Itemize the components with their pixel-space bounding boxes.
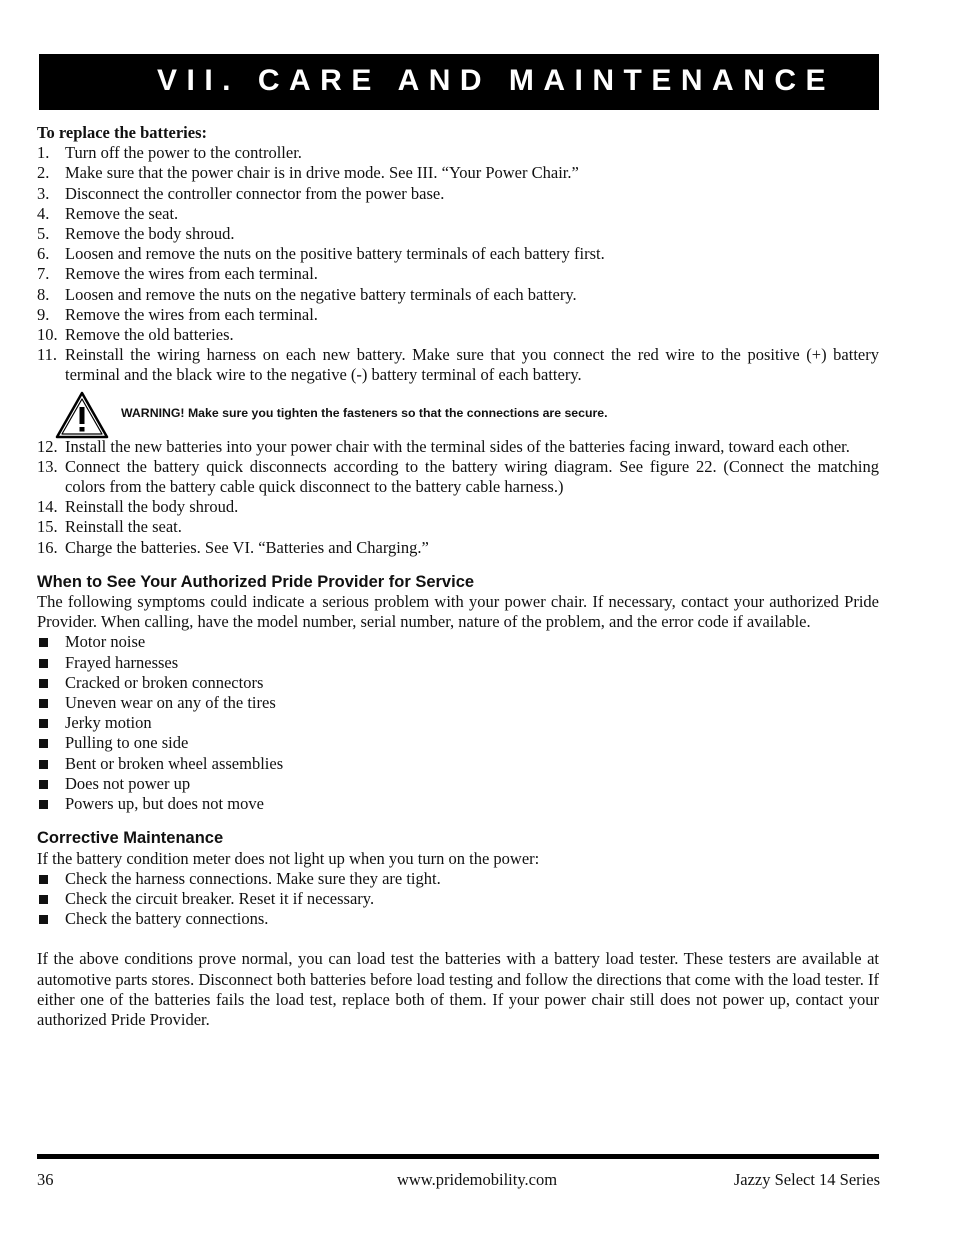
step-number: 4.: [37, 203, 50, 223]
bullet-text: Check the circuit breaker. Reset it if necessary.: [65, 888, 375, 908]
bullet-text: Check the harness connections. Make sure they are tight.: [65, 868, 441, 888]
step-item: [37, 143, 879, 163]
bullet-text: Does not power up: [65, 773, 191, 793]
symptom-list: [37, 632, 879, 814]
battery-steps-lead: To replace the batteries:: [37, 123, 208, 142]
bullet-text: Bent or broken wheel assemblies: [65, 753, 284, 773]
step-number: 15.: [37, 517, 58, 537]
bullet-item: [37, 794, 879, 814]
square-bullet-icon: [39, 679, 48, 688]
step-number: 11.: [37, 345, 58, 365]
step-text: Remove the old batteries.: [65, 325, 234, 345]
check-list: [37, 869, 879, 930]
bullet-item: [37, 653, 879, 673]
service-intro: The following symptoms could indicate a serious problem with your power chair. If necessary, contact your authorized Pride Provider. When calling, have the model number, serial number, nature of the problem, and the error code if available.: [37, 592, 879, 632]
warning-triangle-icon: [55, 391, 109, 439]
square-bullet-icon: [39, 699, 48, 708]
step-text: Loosen and remove the nuts on the negative battery terminals of each battery.: [65, 284, 577, 304]
step-item: [37, 163, 879, 183]
bullet-text: Pulling to one side: [65, 733, 189, 753]
step-text: Remove the seat.: [65, 203, 179, 223]
bullet-text: Motor noise: [65, 632, 146, 652]
square-bullet-icon: [39, 760, 48, 769]
step-text: Reinstall the seat.: [65, 517, 182, 537]
bullet-text: Frayed harnesses: [65, 652, 179, 672]
step-text: Make sure that the power chair is in drive mode. See III. “Your Power Chair.”: [65, 163, 579, 183]
square-bullet-icon: [39, 638, 48, 647]
bullet-text: Check the battery connections.: [65, 909, 269, 929]
step-item: [37, 517, 879, 537]
step-number: 12.: [37, 436, 58, 456]
footer-website: www.pridemobility.com: [396, 1170, 558, 1189]
square-bullet-icon: [39, 915, 48, 924]
corrective-heading: Corrective Maintenance: [37, 829, 224, 848]
chapter-title: VII. CARE AND MAINTENANCE: [157, 64, 836, 97]
step-text: Disconnect the controller connector from the power base.: [65, 183, 445, 203]
service-heading: When to See Your Authorized Pride Provider for Service: [37, 572, 475, 591]
step-item: [37, 345, 879, 385]
step-item: [37, 497, 879, 517]
chapter-banner: [39, 54, 879, 110]
bullet-item: [37, 632, 879, 652]
step-number: 6.: [37, 244, 50, 264]
footer-product: Jazzy Select 14 Series: [733, 1170, 880, 1189]
step-text: Charge the batteries. See VI. “Batteries and Charging.”: [65, 537, 429, 557]
square-bullet-icon: [39, 875, 48, 884]
step-item: [37, 204, 879, 224]
step-text: Reinstall the body shroud.: [65, 497, 239, 517]
bullet-text: Jerky motion: [65, 713, 152, 733]
step-item: [37, 184, 879, 204]
step-item: [37, 264, 879, 284]
bullet-item: [37, 673, 879, 693]
corrective-intro: If the battery condition meter does not light up when you turn on the power:: [37, 848, 540, 868]
bullet-item: [37, 889, 879, 909]
square-bullet-icon: [39, 800, 48, 809]
step-text: Turn off the power to the controller.: [65, 143, 302, 163]
page-content: [37, 123, 879, 1030]
step-number: 7.: [37, 264, 50, 284]
step-number: 5.: [37, 224, 50, 244]
step-item: [37, 305, 879, 325]
step-text: Loosen and remove the nuts on the positive battery terminals of each battery first.: [65, 244, 605, 264]
step-item: [37, 457, 879, 497]
bullet-item: [37, 754, 879, 774]
step-item: [37, 325, 879, 345]
footer-rule: [37, 1154, 879, 1159]
square-bullet-icon: [39, 895, 48, 904]
corrective-closing: If the above conditions prove normal, you can load test the batteries with a battery load tester. These testers are available at automotive parts stores. Disconnect both batteries before load testing and follow the directions that come with the load tester. If either one of the batteries fails the load test, replace both of them. If your power chair still does not power up, contact your authorized Pride Provider.: [37, 949, 879, 1029]
bullet-text: Cracked or broken connectors: [65, 672, 264, 692]
step-item: [37, 224, 879, 244]
step-text: Remove the wires from each terminal.: [65, 304, 318, 324]
step-item: [37, 538, 879, 558]
step-text: Remove the body shroud.: [65, 224, 235, 244]
step-text: Remove the wires from each terminal.: [65, 264, 318, 284]
bullet-text: Powers up, but does not move: [65, 794, 264, 814]
square-bullet-icon: [39, 659, 48, 668]
page-number: 36: [37, 1170, 54, 1189]
step-item: [37, 244, 879, 264]
bullet-item: [37, 774, 879, 794]
square-bullet-icon: [39, 780, 48, 789]
step-number: 10.: [37, 325, 58, 345]
bullet-item: [37, 869, 879, 889]
step-number: 16.: [37, 537, 58, 557]
square-bullet-icon: [39, 719, 48, 728]
battery-steps-list-a: [37, 143, 879, 385]
step-text: Connect the battery quick disconnects according to the battery wiring diagram. See figure 22. (Connect the matching colors from the battery cable quick disconnect to the battery cable harness.): [65, 456, 879, 497]
step-number: 1.: [37, 143, 50, 163]
bullet-item: [37, 733, 879, 753]
bullet-item: [37, 909, 879, 929]
step-item: [37, 285, 879, 305]
step-number: 13.: [37, 456, 58, 476]
warning-text: WARNING! Make sure you tighten the fasteners so that the connections are secure.: [121, 405, 608, 420]
step-item: [37, 437, 879, 457]
step-number: 2.: [37, 163, 50, 183]
bullet-item: [37, 693, 879, 713]
step-text: Install the new batteries into your power chair with the terminal sides of the batteries facing inward, toward each other.: [65, 436, 850, 456]
square-bullet-icon: [39, 739, 48, 748]
step-number: 9.: [37, 304, 50, 324]
bullet-text: Uneven wear on any of the tires: [65, 693, 276, 713]
step-number: 8.: [37, 284, 50, 304]
bullet-item: [37, 713, 879, 733]
battery-steps-list-b: [37, 437, 879, 558]
step-number: 14.: [37, 497, 58, 517]
step-number: 3.: [37, 183, 50, 203]
step-text: Reinstall the wiring harness on each new battery. Make sure that you connect the red wire to the positive (+) battery terminal and the black wire to the negative (-) battery terminal of each battery.: [65, 345, 879, 385]
